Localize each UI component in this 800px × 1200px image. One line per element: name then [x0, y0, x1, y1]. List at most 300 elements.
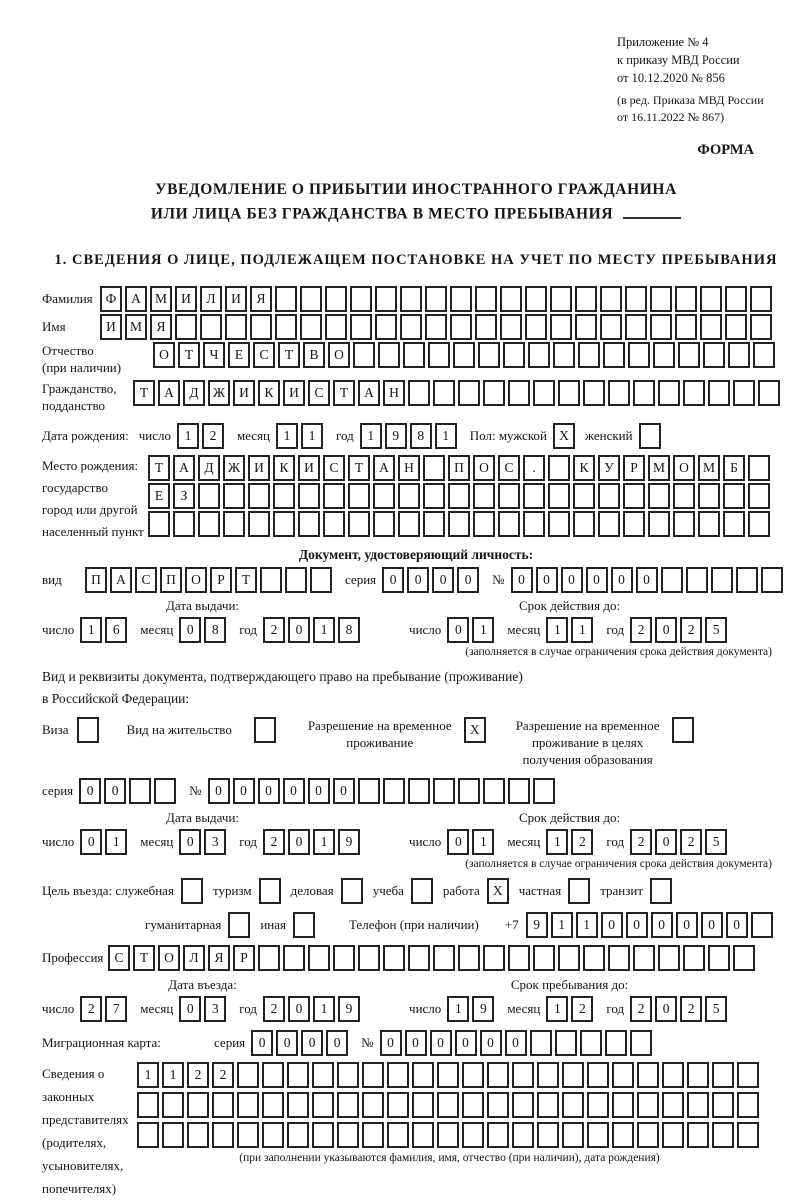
char-cell[interactable]: [575, 286, 597, 312]
char-cell[interactable]: 0: [326, 1030, 348, 1056]
sex-male-checkbox[interactable]: [553, 423, 575, 449]
char-cell[interactable]: [275, 314, 297, 340]
char-cell[interactable]: 8: [410, 423, 432, 449]
char-cell[interactable]: 2: [571, 996, 593, 1022]
char-cell[interactable]: 0: [586, 567, 608, 593]
residence-valid-month-cells[interactable]: [546, 829, 596, 855]
char-cell[interactable]: [387, 1122, 409, 1148]
char-cell[interactable]: [575, 314, 597, 340]
char-cell[interactable]: 1: [313, 617, 335, 643]
char-cell[interactable]: 0: [288, 617, 310, 643]
valid-month-cells[interactable]: [546, 617, 596, 643]
char-cell[interactable]: М: [125, 314, 147, 340]
char-cell[interactable]: [237, 1122, 259, 1148]
birth-place-cells-row3[interactable]: [148, 511, 773, 537]
char-cell[interactable]: М: [698, 455, 720, 481]
char-cell[interactable]: 0: [80, 829, 102, 855]
stay-day-cells[interactable]: [447, 996, 497, 1022]
char-cell[interactable]: [548, 511, 570, 537]
char-cell[interactable]: [630, 1030, 652, 1056]
char-cell[interactable]: [423, 511, 445, 537]
char-cell[interactable]: [437, 1092, 459, 1118]
char-cell[interactable]: [237, 1062, 259, 1088]
char-cell[interactable]: [154, 778, 176, 804]
char-cell[interactable]: [712, 1062, 734, 1088]
char-cell[interactable]: [633, 380, 655, 406]
char-cell[interactable]: [462, 1062, 484, 1088]
char-cell[interactable]: И: [100, 314, 122, 340]
char-cell[interactable]: К: [573, 455, 595, 481]
char-cell[interactable]: [512, 1122, 534, 1148]
char-cell[interactable]: 0: [447, 829, 469, 855]
char-cell[interactable]: [248, 511, 270, 537]
char-cell[interactable]: С: [308, 380, 330, 406]
char-cell[interactable]: И: [233, 380, 255, 406]
char-cell[interactable]: 1: [576, 912, 598, 938]
char-cell[interactable]: [700, 286, 722, 312]
identity-number-cells[interactable]: [511, 567, 786, 593]
char-cell[interactable]: [408, 380, 430, 406]
char-cell[interactable]: [562, 1062, 584, 1088]
char-cell[interactable]: Е: [228, 342, 250, 368]
char-cell[interactable]: [698, 511, 720, 537]
char-cell[interactable]: [259, 878, 281, 904]
char-cell[interactable]: [378, 342, 400, 368]
char-cell[interactable]: [262, 1062, 284, 1088]
char-cell[interactable]: [737, 1092, 759, 1118]
char-cell[interactable]: [337, 1122, 359, 1148]
identity-kind-cells[interactable]: [85, 567, 335, 593]
char-cell[interactable]: [712, 1092, 734, 1118]
char-cell[interactable]: [400, 314, 422, 340]
char-cell[interactable]: [612, 1092, 634, 1118]
char-cell[interactable]: [598, 511, 620, 537]
char-cell[interactable]: Р: [623, 455, 645, 481]
char-cell[interactable]: 2: [80, 996, 102, 1022]
char-cell[interactable]: [433, 380, 455, 406]
char-cell[interactable]: [648, 483, 670, 509]
char-cell[interactable]: [373, 483, 395, 509]
representatives-cells-row1[interactable]: [137, 1062, 762, 1088]
char-cell[interactable]: А: [110, 567, 132, 593]
char-cell[interactable]: [475, 286, 497, 312]
char-cell[interactable]: С: [253, 342, 275, 368]
char-cell[interactable]: [462, 1122, 484, 1148]
char-cell[interactable]: [162, 1122, 184, 1148]
char-cell[interactable]: [600, 314, 622, 340]
char-cell[interactable]: [300, 286, 322, 312]
char-cell[interactable]: [187, 1092, 209, 1118]
char-cell[interactable]: 2: [571, 829, 593, 855]
char-cell[interactable]: Я: [208, 945, 230, 971]
char-cell[interactable]: 2: [680, 829, 702, 855]
char-cell[interactable]: 1: [546, 829, 568, 855]
char-cell[interactable]: [737, 1122, 759, 1148]
sex-female-checkbox[interactable]: [639, 423, 661, 449]
char-cell[interactable]: [748, 483, 770, 509]
char-cell[interactable]: Д: [198, 455, 220, 481]
char-cell[interactable]: [373, 511, 395, 537]
char-cell[interactable]: 0: [611, 567, 633, 593]
char-cell[interactable]: [287, 1092, 309, 1118]
char-cell[interactable]: .: [523, 455, 545, 481]
char-cell[interactable]: [458, 945, 480, 971]
char-cell[interactable]: 0: [536, 567, 558, 593]
char-cell[interactable]: 2: [202, 423, 224, 449]
char-cell[interactable]: 1: [447, 996, 469, 1022]
char-cell[interactable]: [639, 423, 661, 449]
char-cell[interactable]: [428, 342, 450, 368]
char-cell[interactable]: [425, 314, 447, 340]
representatives-cells-row3[interactable]: [137, 1122, 762, 1148]
char-cell[interactable]: [637, 1122, 659, 1148]
residence-valid-day-cells[interactable]: [447, 829, 497, 855]
char-cell[interactable]: 9: [338, 829, 360, 855]
visa-checkbox[interactable]: [77, 717, 99, 743]
char-cell[interactable]: И: [175, 286, 197, 312]
char-cell[interactable]: Т: [235, 567, 257, 593]
char-cell[interactable]: 1: [162, 1062, 184, 1088]
identity-series-cells[interactable]: [382, 567, 482, 593]
char-cell[interactable]: [548, 455, 570, 481]
char-cell[interactable]: С: [108, 945, 130, 971]
char-cell[interactable]: 1: [301, 423, 323, 449]
char-cell[interactable]: [525, 286, 547, 312]
char-cell[interactable]: [573, 483, 595, 509]
char-cell[interactable]: 9: [472, 996, 494, 1022]
char-cell[interactable]: [508, 945, 530, 971]
char-cell[interactable]: [637, 1092, 659, 1118]
char-cell[interactable]: [450, 286, 472, 312]
char-cell[interactable]: [408, 945, 430, 971]
char-cell[interactable]: [285, 567, 307, 593]
char-cell[interactable]: М: [150, 286, 172, 312]
char-cell[interactable]: [587, 1092, 609, 1118]
char-cell[interactable]: [533, 945, 555, 971]
char-cell[interactable]: [650, 314, 672, 340]
firstname-cells[interactable]: [100, 314, 775, 340]
char-cell[interactable]: [687, 1122, 709, 1148]
char-cell[interactable]: Т: [178, 342, 200, 368]
char-cell[interactable]: 2: [263, 617, 285, 643]
char-cell[interactable]: 0: [179, 617, 201, 643]
char-cell[interactable]: [662, 1122, 684, 1148]
char-cell[interactable]: [448, 483, 470, 509]
char-cell[interactable]: [411, 878, 433, 904]
char-cell[interactable]: [548, 483, 570, 509]
char-cell[interactable]: [503, 342, 525, 368]
char-cell[interactable]: 0: [382, 567, 404, 593]
char-cell[interactable]: 0: [636, 567, 658, 593]
char-cell[interactable]: Р: [233, 945, 255, 971]
char-cell[interactable]: Л: [183, 945, 205, 971]
char-cell[interactable]: 1: [546, 996, 568, 1022]
char-cell[interactable]: 1: [137, 1062, 159, 1088]
purpose-private-checkbox[interactable]: [568, 878, 590, 904]
char-cell[interactable]: [661, 567, 683, 593]
char-cell[interactable]: [633, 945, 655, 971]
char-cell[interactable]: [148, 511, 170, 537]
char-cell[interactable]: [137, 1122, 159, 1148]
char-cell[interactable]: 9: [385, 423, 407, 449]
char-cell[interactable]: [250, 314, 272, 340]
char-cell[interactable]: [662, 1062, 684, 1088]
char-cell[interactable]: [348, 511, 370, 537]
char-cell[interactable]: 0: [276, 1030, 298, 1056]
patronymic-cells[interactable]: [153, 342, 778, 368]
char-cell[interactable]: [558, 380, 580, 406]
profession-cells[interactable]: [108, 945, 758, 971]
char-cell[interactable]: 0: [455, 1030, 477, 1056]
char-cell[interactable]: [225, 314, 247, 340]
char-cell[interactable]: [223, 483, 245, 509]
residence-issued-month-cells[interactable]: [179, 829, 229, 855]
char-cell[interactable]: Б: [723, 455, 745, 481]
char-cell[interactable]: [753, 342, 775, 368]
char-cell[interactable]: [498, 511, 520, 537]
purpose-humanitarian-checkbox[interactable]: [228, 912, 250, 938]
char-cell[interactable]: [412, 1092, 434, 1118]
char-cell[interactable]: [212, 1122, 234, 1148]
residence-valid-year-cells[interactable]: [630, 829, 730, 855]
char-cell[interactable]: [323, 483, 345, 509]
birth-place-cells-row1[interactable]: [148, 455, 773, 481]
char-cell[interactable]: 0: [457, 567, 479, 593]
char-cell[interactable]: 2: [630, 829, 652, 855]
char-cell[interactable]: П: [448, 455, 470, 481]
char-cell[interactable]: [512, 1092, 534, 1118]
char-cell[interactable]: [423, 483, 445, 509]
char-cell[interactable]: 0: [511, 567, 533, 593]
char-cell[interactable]: [348, 483, 370, 509]
char-cell[interactable]: [553, 342, 575, 368]
char-cell[interactable]: [512, 1062, 534, 1088]
char-cell[interactable]: 2: [263, 996, 285, 1022]
char-cell[interactable]: К: [273, 455, 295, 481]
residence-permit-checkbox[interactable]: [254, 717, 276, 743]
char-cell[interactable]: [761, 567, 783, 593]
char-cell[interactable]: Ж: [223, 455, 245, 481]
char-cell[interactable]: Т: [333, 380, 355, 406]
char-cell[interactable]: 2: [630, 996, 652, 1022]
char-cell[interactable]: [308, 945, 330, 971]
purpose-business-checkbox[interactable]: [181, 878, 203, 904]
birth-month-cells[interactable]: [276, 423, 326, 449]
char-cell[interactable]: О: [153, 342, 175, 368]
char-cell[interactable]: [408, 778, 430, 804]
char-cell[interactable]: 0: [701, 912, 723, 938]
char-cell[interactable]: [728, 342, 750, 368]
char-cell[interactable]: [387, 1062, 409, 1088]
char-cell[interactable]: [537, 1092, 559, 1118]
char-cell[interactable]: [353, 342, 375, 368]
char-cell[interactable]: [333, 945, 355, 971]
char-cell[interactable]: [362, 1092, 384, 1118]
char-cell[interactable]: [748, 455, 770, 481]
char-cell[interactable]: 5: [705, 829, 727, 855]
char-cell[interactable]: [260, 567, 282, 593]
char-cell[interactable]: С: [323, 455, 345, 481]
char-cell[interactable]: [181, 878, 203, 904]
char-cell[interactable]: И: [283, 380, 305, 406]
char-cell[interactable]: [583, 945, 605, 971]
char-cell[interactable]: 3: [204, 829, 226, 855]
char-cell[interactable]: [400, 286, 422, 312]
char-cell[interactable]: [733, 380, 755, 406]
char-cell[interactable]: 5: [705, 617, 727, 643]
char-cell[interactable]: [625, 286, 647, 312]
char-cell[interactable]: У: [598, 455, 620, 481]
char-cell[interactable]: П: [160, 567, 182, 593]
birth-place-cells-row2[interactable]: [148, 483, 773, 509]
char-cell[interactable]: [341, 878, 363, 904]
char-cell[interactable]: [662, 1092, 684, 1118]
char-cell[interactable]: [750, 314, 772, 340]
char-cell[interactable]: [273, 483, 295, 509]
char-cell[interactable]: [650, 878, 672, 904]
char-cell[interactable]: [362, 1122, 384, 1148]
char-cell[interactable]: [600, 286, 622, 312]
char-cell[interactable]: 2: [680, 996, 702, 1022]
char-cell[interactable]: [725, 314, 747, 340]
char-cell[interactable]: [751, 912, 773, 938]
char-cell[interactable]: [578, 342, 600, 368]
char-cell[interactable]: X: [464, 717, 486, 743]
char-cell[interactable]: [273, 511, 295, 537]
char-cell[interactable]: [262, 1122, 284, 1148]
char-cell[interactable]: [298, 511, 320, 537]
char-cell[interactable]: [658, 945, 680, 971]
char-cell[interactable]: 1: [571, 617, 593, 643]
residence-series-cells[interactable]: [79, 778, 179, 804]
char-cell[interactable]: [687, 1092, 709, 1118]
char-cell[interactable]: [686, 567, 708, 593]
char-cell[interactable]: [375, 314, 397, 340]
char-cell[interactable]: [555, 1030, 577, 1056]
entry-month-cells[interactable]: [179, 996, 229, 1022]
char-cell[interactable]: О: [473, 455, 495, 481]
char-cell[interactable]: О: [328, 342, 350, 368]
char-cell[interactable]: [287, 1062, 309, 1088]
char-cell[interactable]: [683, 380, 705, 406]
char-cell[interactable]: 1: [435, 423, 457, 449]
char-cell[interactable]: [337, 1062, 359, 1088]
residence-issued-day-cells[interactable]: [80, 829, 130, 855]
char-cell[interactable]: [528, 342, 550, 368]
char-cell[interactable]: [508, 380, 530, 406]
valid-year-cells[interactable]: [630, 617, 730, 643]
char-cell[interactable]: 0: [505, 1030, 527, 1056]
char-cell[interactable]: О: [185, 567, 207, 593]
char-cell[interactable]: 0: [655, 996, 677, 1022]
char-cell[interactable]: [608, 945, 630, 971]
char-cell[interactable]: [498, 483, 520, 509]
residence-issued-year-cells[interactable]: [263, 829, 363, 855]
char-cell[interactable]: [672, 717, 694, 743]
char-cell[interactable]: [708, 945, 730, 971]
char-cell[interactable]: [187, 1122, 209, 1148]
char-cell[interactable]: [608, 380, 630, 406]
char-cell[interactable]: 5: [705, 996, 727, 1022]
char-cell[interactable]: А: [373, 455, 395, 481]
char-cell[interactable]: [723, 511, 745, 537]
char-cell[interactable]: [580, 1030, 602, 1056]
char-cell[interactable]: [383, 778, 405, 804]
char-cell[interactable]: [425, 286, 447, 312]
char-cell[interactable]: [362, 1062, 384, 1088]
char-cell[interactable]: 2: [630, 617, 652, 643]
char-cell[interactable]: Я: [250, 286, 272, 312]
char-cell[interactable]: 0: [288, 996, 310, 1022]
char-cell[interactable]: [223, 511, 245, 537]
char-cell[interactable]: [325, 286, 347, 312]
char-cell[interactable]: [387, 1092, 409, 1118]
char-cell[interactable]: [587, 1062, 609, 1088]
char-cell[interactable]: 1: [313, 996, 335, 1022]
char-cell[interactable]: К: [258, 380, 280, 406]
char-cell[interactable]: 8: [338, 617, 360, 643]
char-cell[interactable]: [623, 483, 645, 509]
char-cell[interactable]: О: [158, 945, 180, 971]
char-cell[interactable]: Т: [133, 945, 155, 971]
purpose-tourism-checkbox[interactable]: [259, 878, 281, 904]
char-cell[interactable]: 2: [263, 829, 285, 855]
char-cell[interactable]: [725, 286, 747, 312]
char-cell[interactable]: [558, 945, 580, 971]
char-cell[interactable]: [337, 1092, 359, 1118]
char-cell[interactable]: [398, 483, 420, 509]
valid-day-cells[interactable]: [447, 617, 497, 643]
char-cell[interactable]: [508, 778, 530, 804]
char-cell[interactable]: 0: [301, 1030, 323, 1056]
char-cell[interactable]: 0: [430, 1030, 452, 1056]
entry-year-cells[interactable]: [263, 996, 363, 1022]
char-cell[interactable]: М: [648, 455, 670, 481]
char-cell[interactable]: [487, 1092, 509, 1118]
char-cell[interactable]: А: [158, 380, 180, 406]
char-cell[interactable]: [628, 342, 650, 368]
char-cell[interactable]: [283, 945, 305, 971]
char-cell[interactable]: [350, 286, 372, 312]
char-cell[interactable]: [310, 567, 332, 593]
residence-number-cells[interactable]: [208, 778, 558, 804]
char-cell[interactable]: 0: [208, 778, 230, 804]
char-cell[interactable]: [450, 314, 472, 340]
char-cell[interactable]: Е: [148, 483, 170, 509]
char-cell[interactable]: 9: [338, 996, 360, 1022]
char-cell[interactable]: [433, 778, 455, 804]
char-cell[interactable]: [437, 1122, 459, 1148]
char-cell[interactable]: [412, 1122, 434, 1148]
char-cell[interactable]: [473, 483, 495, 509]
char-cell[interactable]: [198, 511, 220, 537]
char-cell[interactable]: 1: [313, 829, 335, 855]
char-cell[interactable]: А: [173, 455, 195, 481]
issued-month-cells[interactable]: [179, 617, 229, 643]
char-cell[interactable]: [200, 314, 222, 340]
citizenship-cells[interactable]: [133, 380, 783, 406]
purpose-work-checkbox[interactable]: [487, 878, 509, 904]
char-cell[interactable]: [398, 511, 420, 537]
char-cell[interactable]: 2: [187, 1062, 209, 1088]
char-cell[interactable]: 0: [333, 778, 355, 804]
stay-year-cells[interactable]: [630, 996, 730, 1022]
char-cell[interactable]: [573, 511, 595, 537]
char-cell[interactable]: [323, 511, 345, 537]
char-cell[interactable]: Т: [133, 380, 155, 406]
char-cell[interactable]: [683, 945, 705, 971]
char-cell[interactable]: [462, 1092, 484, 1118]
